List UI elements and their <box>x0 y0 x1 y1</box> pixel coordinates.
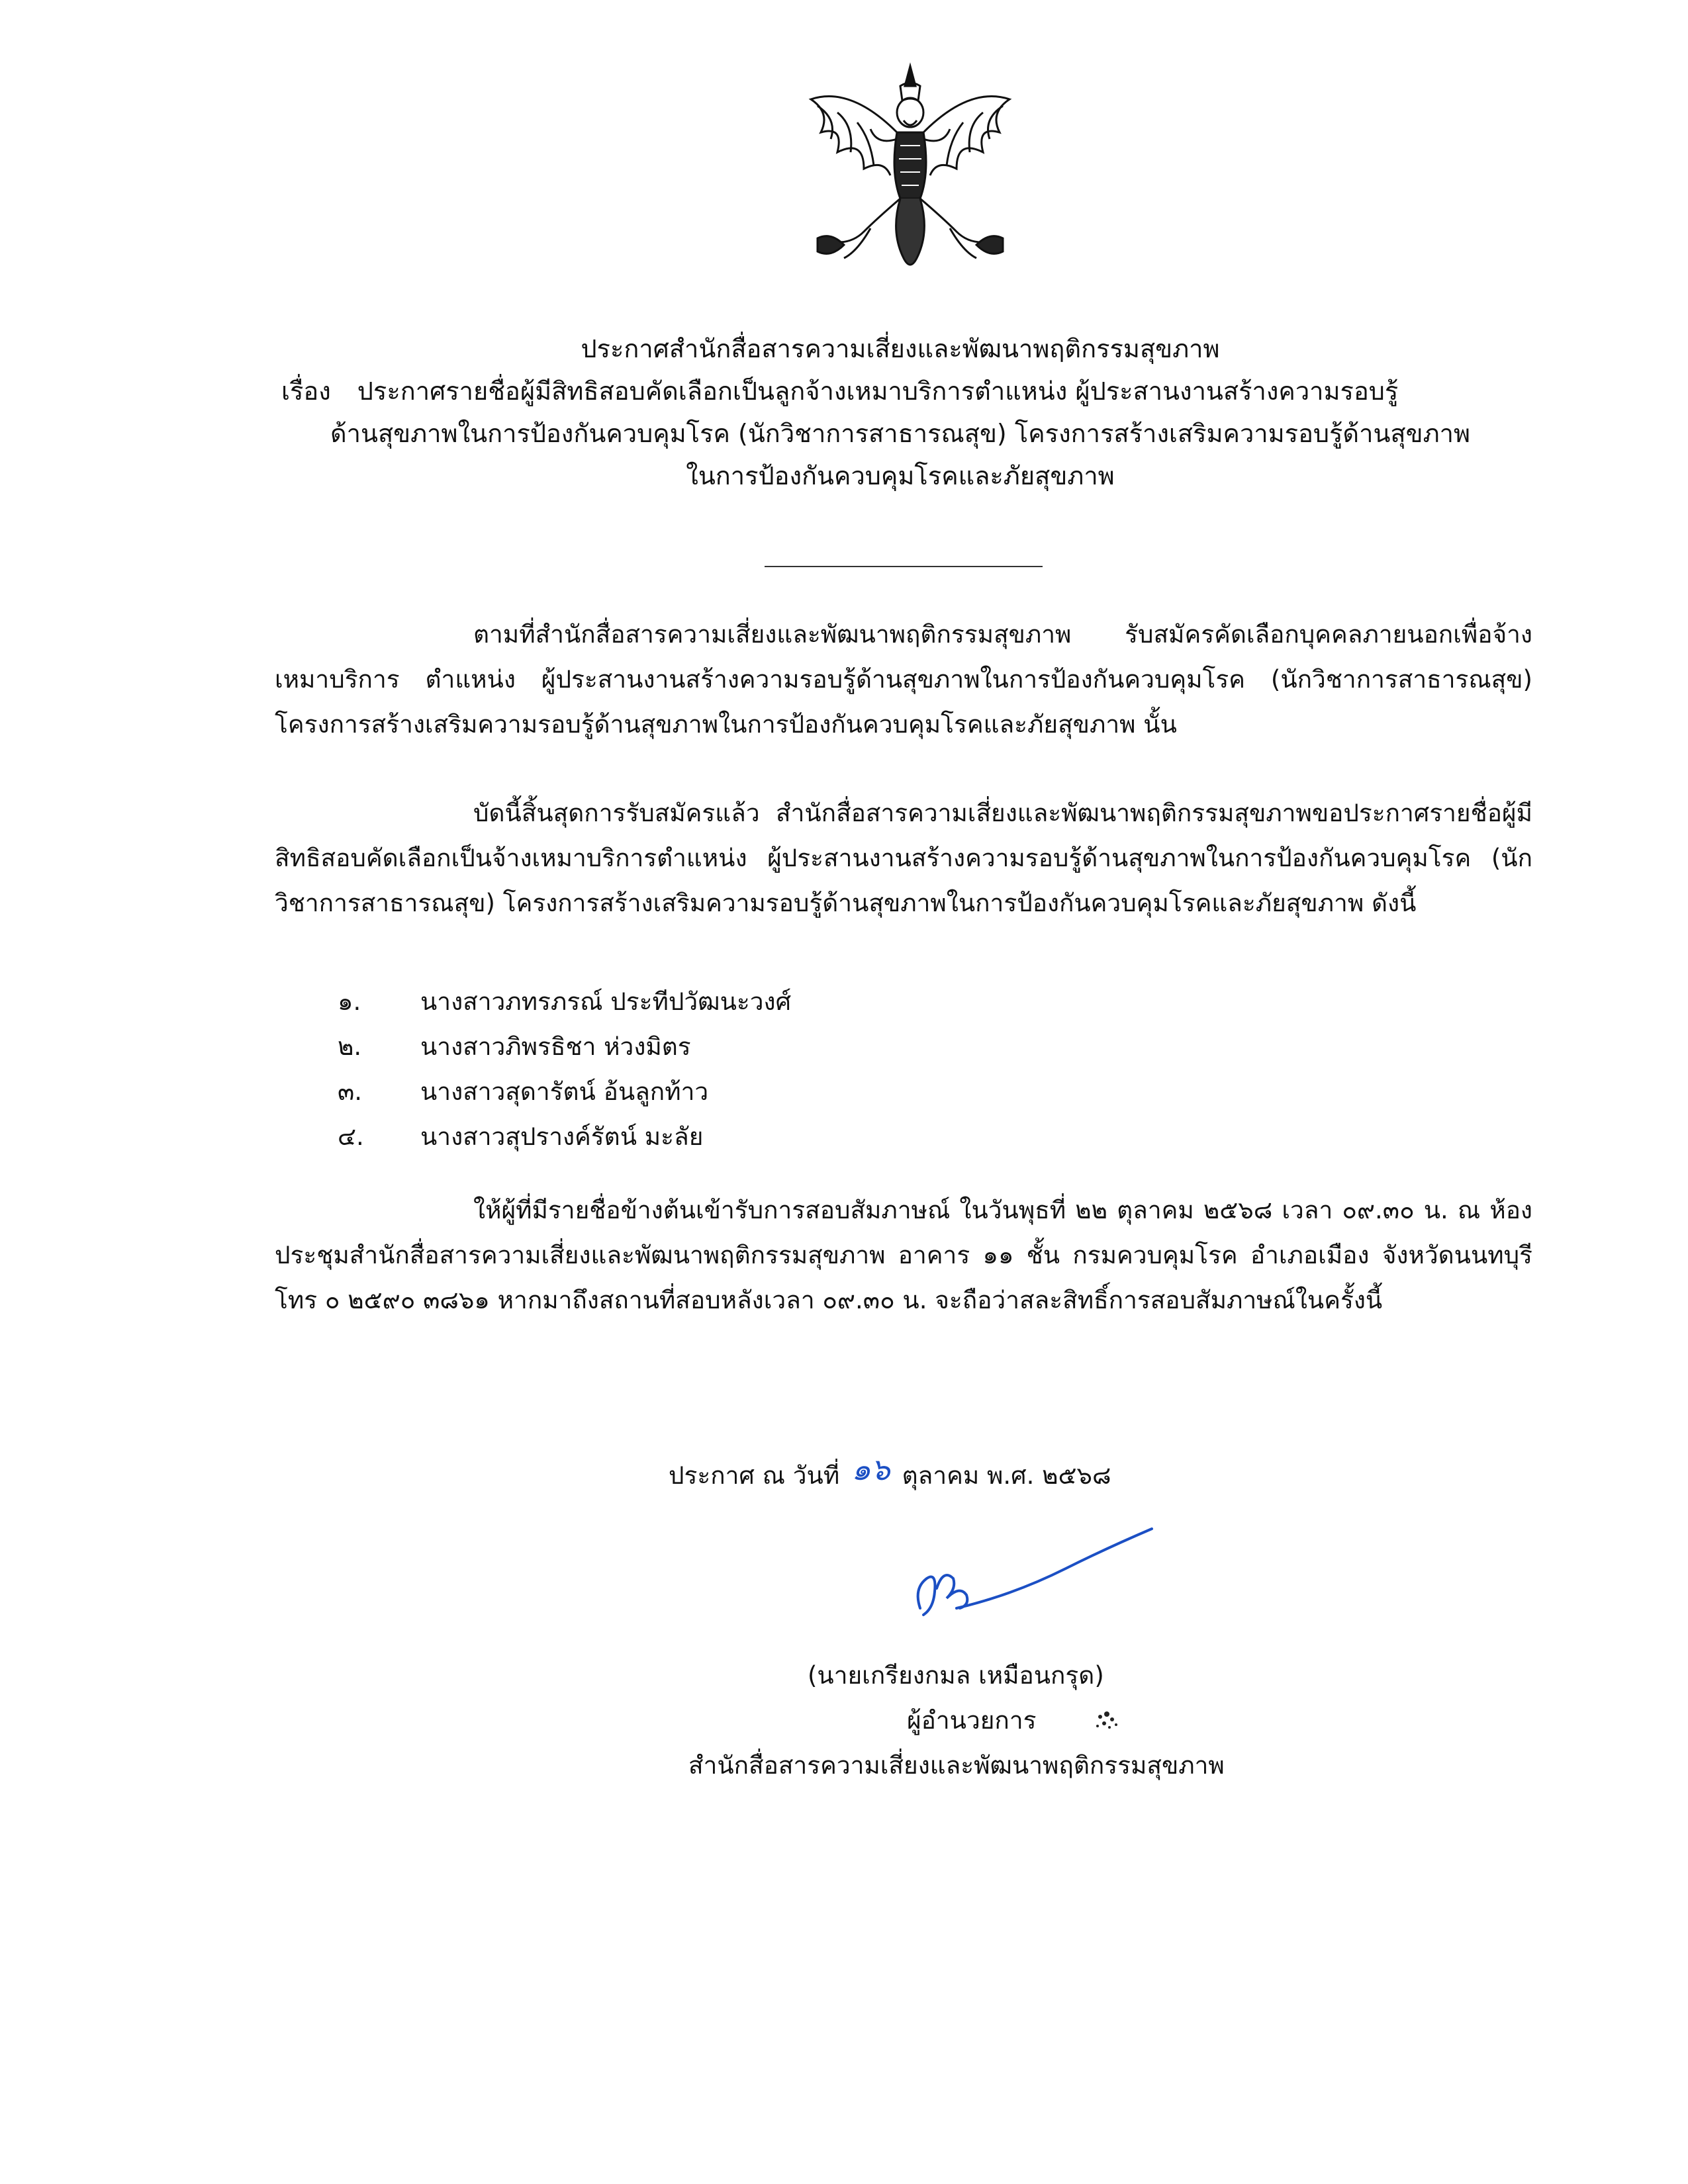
signatory-role: ผู้อำนวยการ <box>907 1706 1037 1735</box>
announcement-date <box>669 1449 1111 1498</box>
list-item <box>338 1115 791 1160</box>
date-prefix: ประกาศ ณ วันที่ <box>669 1461 840 1490</box>
candidate-name: นางสาวสุปรางค์รัตน์ มะลัย <box>420 1122 704 1151</box>
paragraph-background-text: ตามที่สำนักสื่อสารความเสี่ยงและพัฒนาพฤติกรรมสุขภาพ รับสมัครคัดเลือกบุคคลภายนอกเพื่อจ้างเหมาบริการ ตำแหน่ง ผู้ประสานงานสร้างความรอบรู้ด้านสุขภาพในการป้องกันควบคุมโรค (นักวิชาการสาธารณสุข) โครงการสร้างเสริมความรอบรู้ด้านสุขภาพในการป้องกันควบคุมโรคและภัยสุขภาพ นั้น <box>275 620 1532 739</box>
paragraph-interview-details <box>275 1188 1532 1323</box>
announcement-header <box>265 328 1536 497</box>
handwritten-signature-icon <box>907 1516 1158 1641</box>
list-number: ๓. <box>338 1077 363 1106</box>
date-day-handwritten: ๑๖ <box>851 1451 890 1487</box>
list-item <box>338 1069 791 1115</box>
subject-line-1: ประกาศรายชื่อผู้มีสิทธิสอบคัดเลือกเป็นลูกจ้างเหมาบริการตำแหน่ง ผู้ประสานงานสร้างความรอบรู้ <box>357 377 1399 406</box>
garuda-emblem-icon <box>791 60 1029 278</box>
signatory-organization: สำนักสื่อสารความเสี่ยงและพัฒนาพฤติกรรมสุขภาพ <box>688 1751 1225 1780</box>
subject-label: เรื่อง <box>281 377 331 406</box>
list-number: ๑. <box>338 987 361 1016</box>
list-item <box>338 1024 791 1069</box>
list-number: ๒. <box>338 1032 362 1061</box>
paragraph-announcement-text: บัดนี้สิ้นสุดการรับสมัครแล้ว สำนักสื่อสารความเสี่ยงและพัฒนาพฤติกรรมสุขภาพขอประกาศรายชื่อผู้มีสิทธิสอบคัดเลือกเป็นจ้างเหมาบริการตำแหน่ง ผู้ประสานงานสร้างความรอบรู้ด้านสุขภาพในการป้องกันควบคุมโรค (นักวิชาการสาธารณสุข) โครงการสร้างเสริมความรอบรู้ด้านสุขภาพในการป้องกันควบคุมโรคและภัยสุขภาพ ดังนี้ <box>275 799 1532 917</box>
list-number: ๔. <box>338 1122 364 1151</box>
paragraph-interview-text: ให้ผู้ที่มีรายชื่อข้างต้นเข้ารับการสอบสัมภาษณ์ ในวันพุธที่ ๒๒ ตุลาคม ๒๕๖๘ เวลา ๐๙.๓๐ น. ณ ห้องประชุมสำนักสื่อสารความเสี่ยงและพัฒนาพฤติกรรมสุขภาพ อาคาร ๑๑ ชั้น กรมควบคุมโรค อำเภอเมือง จังหวัดนนทบุรี โทร ๐ ๒๕๙๐ ๓๘๖๑ หากมาถึงสถานที่สอบหลังเวลา ๐๙.๓๐ น. จะถือว่าสละสิทธิ์การสอบสัมภาษณ์ในครั้งนี้ <box>275 1196 1532 1314</box>
subject-line-3: ในการป้องกันควบคุมโรคและภัยสุขภาพ <box>686 461 1115 490</box>
ink-stamp-icon <box>1092 1707 1125 1734</box>
subject-line-2: ด้านสุขภาพในการป้องกันควบคุมโรค (นักวิชาการสาธารณสุข) โครงการสร้างเสริมความรอบรู้ด้านสุขภาพ <box>330 419 1471 448</box>
header-divider <box>765 566 1043 567</box>
candidate-name: นางสาวภทรภรณ์ ประทีปวัฒนะวงศ์ <box>420 987 792 1016</box>
candidate-list <box>338 979 791 1160</box>
date-suffix: ตุลาคม พ.ศ. ๒๕๖๘ <box>902 1461 1111 1490</box>
paragraph-announcement <box>275 791 1532 926</box>
candidate-name: นางสาวสุดารัตน์ อ้นลูกท้าว <box>420 1077 709 1106</box>
candidate-name: นางสาวภิพรธิชา ห่วงมิตร <box>420 1032 691 1061</box>
signatory-name: (นายเกรียงกมล เหมือนกรุด) <box>808 1661 1104 1690</box>
list-item <box>338 979 791 1024</box>
announcement-subject <box>265 370 1536 412</box>
announcement-issuer: ประกาศสำนักสื่อสารความเสี่ยงและพัฒนาพฤติกรรมสุขภาพ <box>581 334 1220 363</box>
paragraph-background <box>275 612 1532 747</box>
